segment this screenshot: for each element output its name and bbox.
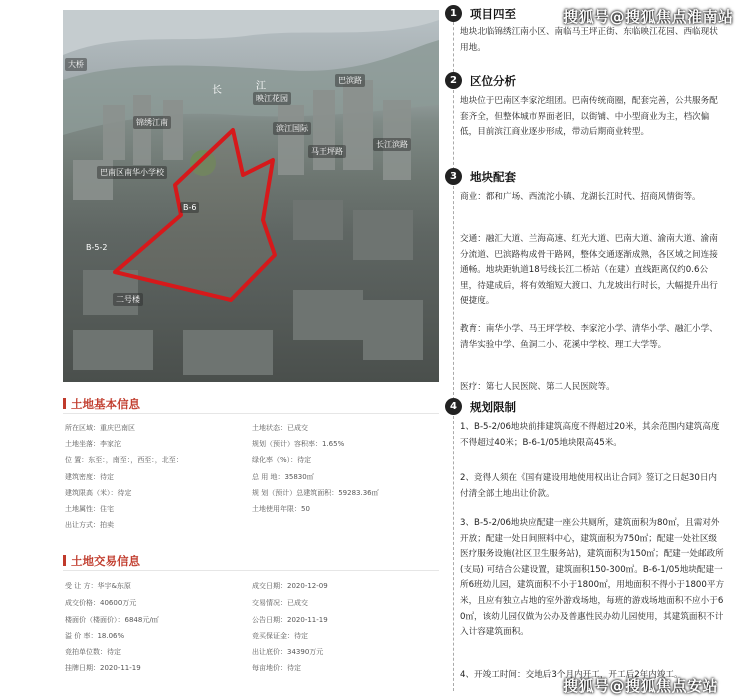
aerial-label: 滨江国际 — [273, 122, 311, 135]
basic-field: 位 置：东至：，南至：，西至：，北至： — [65, 456, 183, 464]
trade-field: 每亩地价：待定 — [252, 664, 301, 672]
section-paragraph: 医疗：第七人民医院、第二人民医院等。 — [460, 382, 615, 392]
basic-field: 土地坐落：李家沱 — [65, 440, 121, 448]
section-paragraph: 教育：南华小学、马王坪学校、李家沱小学、清华小学、融汇小学、清华实验中学、鱼洞二小、花溪中学校、理工大学等。 — [460, 324, 718, 350]
basic-field: 出让方式：拍卖 — [65, 521, 114, 529]
basic-field: 土地使用年限：50 — [252, 505, 310, 513]
section-number-badge: 4 — [445, 398, 462, 415]
basic-field: 绿化率（%）：待定 — [252, 456, 312, 464]
trade-field: 交易情况：已成交 — [252, 599, 308, 607]
section-paragraph: 商业：都和广场、西流沱小镇、龙湖长江时代、招商风情街等。 — [460, 192, 701, 202]
basic-field: 规 划（预计）总建筑面积：59283.36㎡ — [252, 489, 379, 497]
section-paragraph: 4、开竣工时间：交地后3个月内开工，开工后2年内竣工。 — [460, 670, 683, 680]
trade-field: 出让底价：34390万元 — [252, 648, 324, 656]
basic-field: 建筑限高（米）：待定 — [65, 489, 132, 497]
aerial-map-image — [63, 10, 439, 382]
aerial-label: 巴南区南华小学校 — [97, 166, 167, 179]
divider — [63, 570, 439, 571]
aerial-label: 马王坪路 — [308, 145, 346, 158]
section-heading: 规划限制 — [470, 400, 516, 414]
aerial-label: 锦绣江南 — [133, 116, 171, 129]
timeline-dash — [453, 22, 454, 72]
aerial-label: 二号楼 — [113, 293, 143, 306]
section-paragraph: 1、B-5-2/06地块前排建筑高度不得超过20米，其余范围内建筑高度不得超过40米；B-6-1/05地块限高45米。 — [460, 422, 720, 448]
section-paragraph: 3、B-5-2/06地块应配建一座公共厕所，建筑面积为80㎡，且需对外开放；配建一处日间照料中心，建筑面积为750㎡；配建一处社区级医疗服务设施(社区卫生服务站)，建筑面积为150㎡；配建一处邮政所(支局) 可结合公建设置，建筑面积150-300㎡。B-6-1/05地块配建一所6班幼儿园，建筑面积不小于1800㎡，用地面积不得小于1800平方米，且应有独立占地的室外游戏场地，每班的游戏场地面积不应小于60㎡，该幼儿园仅做为公办及普惠性民办幼儿园使用，其建筑面积不计入计容建筑面积。 — [460, 518, 725, 638]
trade-field: 公告日期：2020-11-19 — [252, 616, 328, 624]
aerial-scene — [63, 10, 439, 382]
basic-field: 土地属性：住宅 — [65, 505, 114, 513]
aerial-label: 映江花园 — [253, 92, 291, 105]
watermark-top: 搜狐号@搜狐焦点淮南站 — [563, 8, 734, 26]
trade-field: 竞买保证金：待定 — [252, 632, 308, 640]
section-number-badge: 2 — [445, 72, 462, 89]
trade-field: 楼面价（楼面价）：6848元/㎡ — [65, 616, 159, 624]
section-paragraph: 地块北临锦绣江南小区、南临马王坪正街、东临映江花园、西临现状用地。 — [460, 27, 718, 53]
aerial-label: 长 — [212, 85, 222, 96]
section-number-badge: 3 — [445, 168, 462, 185]
section-heading: 地块配套 — [470, 170, 516, 184]
trade-field: 竞拍单位数：待定 — [65, 648, 121, 656]
divider — [63, 413, 439, 414]
trade-field: 受 让 方：华宇&东原 — [65, 582, 131, 590]
aerial-label: 巴滨路 — [335, 74, 365, 87]
trade-field: 成交价格：40600万元 — [65, 599, 137, 607]
basic-field: 建筑密度：待定 — [65, 473, 114, 481]
section-heading: 区位分析 — [470, 74, 516, 88]
basic-field: 规划（预计）容积率：1.65% — [252, 440, 345, 448]
aerial-label: 江 — [256, 81, 266, 92]
watermark-bottom: 搜狐号@搜狐焦点安站 — [563, 677, 719, 695]
section-paragraph: 2、竞得人须在《国有建设用地使用权出让合同》签订之日起30日内付清全部土地出让价款。 — [460, 473, 718, 499]
basic-field: 所在区域：重庆巴南区 — [65, 424, 135, 432]
section-heading: 项目四至 — [470, 7, 516, 21]
trade-field: 成交日期：2020-12-09 — [252, 582, 328, 590]
timeline-dash — [453, 90, 454, 170]
trade-field: 溢 价 率：18.06% — [65, 632, 125, 640]
land-trade-title: 土地交易信息 — [63, 553, 140, 569]
section-number-badge: 1 — [445, 5, 462, 22]
aerial-label: B-6 — [180, 202, 199, 213]
basic-field: 总 用 地：35830㎡ — [252, 473, 314, 481]
aerial-label: 大桥 — [65, 58, 87, 71]
aerial-label: 长江滨路 — [373, 138, 411, 151]
timeline-dash — [453, 186, 454, 400]
aerial-label: B-5-2 — [86, 243, 108, 252]
section-paragraph: 交通：融汇大道、兰海高速、红光大道、巴南大道、渝南大道、渝南分流道、巴滨路构成骨干路网，整体交通逐渐成熟，各区域之间连接通畅。地块距轨道18号线长江二桥站（在建）直线距离仅约0.6公里，待建成后，将有效缩短大渡口、九龙坡出行时长，大幅提升出行便捷度。 — [460, 234, 718, 307]
trade-field: 挂牌日期：2020-11-19 — [65, 664, 141, 672]
section-paragraph: 地块位于巴南区李家沱组团。巴南传统商圈，配套完善，公共服务配套齐全，但整体城市界面老旧，以街铺、中小型商业为主，档次偏低，目前滨江商业逐步形成，带动后期商业转型。 — [460, 96, 718, 138]
basic-field: 土地状态：已成交 — [252, 424, 308, 432]
timeline-dash — [453, 416, 454, 691]
land-basic-title: 土地基本信息 — [63, 396, 140, 412]
